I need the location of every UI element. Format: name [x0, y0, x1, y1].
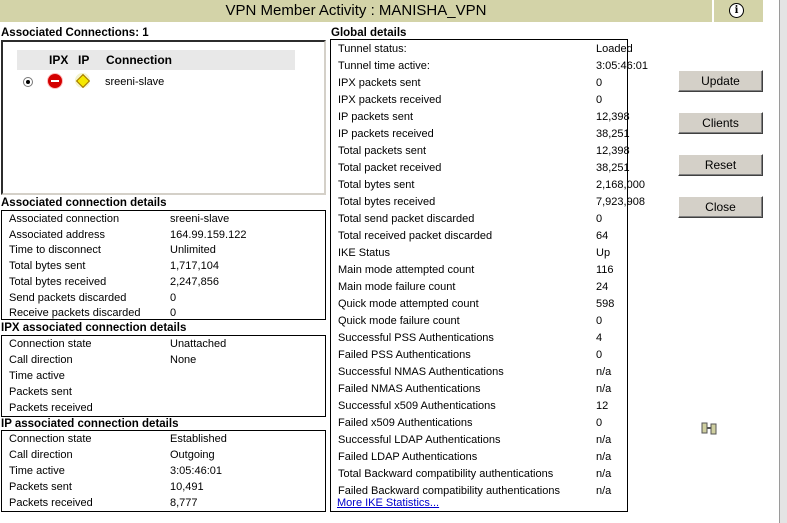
detail-row	[2, 479, 325, 495]
detail-row	[2, 495, 325, 511]
detail-row	[331, 41, 633, 57]
detail-value: 0	[596, 417, 603, 429]
detail-row	[2, 211, 325, 227]
detail-value: 12,398	[596, 111, 630, 123]
detail-row	[331, 245, 627, 261]
stop-icon	[48, 74, 62, 88]
detail-label: Total bytes received	[338, 196, 436, 208]
ip-details-title: IP associated connection details	[1, 418, 179, 430]
connection-name[interactable]: sreeni-slave	[105, 76, 165, 88]
detail-label: Main mode failure count	[338, 281, 456, 293]
detail-row	[331, 262, 627, 278]
detail-row	[331, 228, 627, 244]
title-separator	[712, 0, 714, 22]
detail-label: Total packets sent	[338, 145, 427, 157]
detail-label: Total packet received	[338, 162, 442, 174]
detail-value: 12,398	[596, 145, 630, 157]
detail-value: 8,777	[170, 497, 198, 509]
detail-value: 12	[596, 400, 609, 412]
connections-header	[17, 50, 295, 70]
diamond-icon	[75, 73, 90, 88]
detail-label: IP packets sent	[338, 111, 414, 123]
detail-label: Failed LDAP Authentications	[338, 451, 478, 463]
detail-label: Time to disconnect	[9, 244, 101, 257]
detail-value: n/a	[596, 451, 612, 463]
detail-row	[331, 194, 645, 210]
detail-value: 64	[596, 230, 609, 242]
detail-value: 10,491	[170, 481, 204, 493]
detail-value: 38,251	[596, 128, 630, 140]
detail-row	[2, 463, 325, 479]
detail-row	[331, 177, 645, 193]
connections-list[interactable]	[1, 40, 326, 195]
more-ike-statistics-link[interactable]: More IKE Statistics...	[337, 497, 440, 509]
detail-row	[331, 330, 627, 346]
detail-row	[331, 483, 627, 499]
detail-label: Quick mode attempted count	[338, 298, 479, 310]
detail-row	[2, 227, 325, 243]
title-bar	[0, 0, 763, 22]
global-details-box	[330, 39, 648, 512]
detail-label: Call direction	[9, 449, 73, 461]
detail-row	[331, 296, 627, 312]
detail-row	[2, 258, 325, 274]
detail-row	[331, 347, 627, 363]
ipx-details-title: IPX associated connection details	[1, 322, 187, 334]
detail-label: Successful LDAP Authentications	[338, 434, 501, 446]
detail-value: Unattached	[170, 338, 227, 350]
detail-value: 164.99.159.122	[170, 228, 247, 241]
detail-row	[331, 449, 627, 465]
detail-row	[331, 398, 627, 414]
detail-value: 2,247,856	[170, 275, 219, 288]
detail-row	[2, 336, 325, 352]
detail-label: Receive packets discarded	[9, 307, 141, 320]
detail-label: IKE Status	[338, 247, 390, 259]
detail-row	[331, 364, 627, 380]
detail-value: 4	[596, 332, 603, 344]
info-icon[interactable]: i	[729, 3, 744, 18]
detail-label: Time active	[9, 370, 65, 382]
detail-label: Failed PSS Authentications	[338, 349, 471, 361]
ipx-details-box	[1, 335, 326, 417]
detail-value: 0	[170, 291, 177, 304]
detail-value: sreeni-slave	[170, 213, 230, 225]
detail-label: Packets received	[9, 402, 93, 414]
detail-value: 2,168,000	[596, 179, 645, 191]
global-details-title: Global details	[331, 27, 407, 39]
detail-row	[331, 381, 627, 397]
network-icon[interactable]	[701, 421, 717, 435]
detail-label: Main mode attempted count	[338, 264, 475, 276]
detail-label: Total Backward compatibility authentications	[338, 468, 554, 480]
detail-label: Successful PSS Authentications	[338, 332, 494, 344]
detail-value: n/a	[596, 366, 612, 378]
detail-value: 7,923,908	[596, 196, 645, 208]
associated-connection-details-title: Associated connection details	[1, 197, 167, 209]
detail-row	[331, 75, 627, 91]
detail-value: 1,717,104	[170, 260, 219, 273]
detail-value: 0	[596, 77, 603, 89]
detail-value: Unlimited	[170, 244, 216, 257]
detail-label: Failed x509 Authentications	[338, 417, 473, 429]
update-button[interactable]: Update	[678, 70, 763, 92]
detail-label: Quick mode failure count	[338, 315, 460, 327]
detail-value: n/a	[596, 468, 612, 480]
detail-label: IPX packets sent	[338, 77, 421, 89]
detail-value: 0	[596, 349, 603, 361]
detail-label: Tunnel time active:	[338, 60, 430, 72]
detail-value: 0	[596, 315, 603, 327]
detail-value: 24	[596, 281, 609, 293]
detail-row	[2, 368, 325, 384]
detail-value: None	[170, 354, 197, 366]
detail-label: Total bytes sent	[9, 260, 86, 273]
detail-row	[331, 432, 627, 448]
detail-label: Tunnel status:	[338, 43, 407, 55]
associated-connection-details-box	[1, 210, 326, 320]
detail-value: n/a	[596, 434, 612, 446]
detail-label: Associated address	[9, 228, 105, 241]
detail-value: n/a	[596, 383, 612, 395]
detail-label: Packets sent	[9, 386, 72, 398]
detail-label: Connection state	[9, 338, 92, 350]
detail-value: 598	[596, 298, 615, 310]
detail-value: Outgoing	[170, 449, 215, 461]
detail-value: 38,251	[596, 162, 630, 174]
associated-connections-title: Associated Connections: 1	[1, 27, 149, 39]
window-edge-scrollbar[interactable]	[779, 0, 787, 523]
detail-label: IPX packets received	[338, 94, 442, 106]
detail-value: 3:05:46:01	[170, 465, 222, 477]
detail-row	[331, 160, 630, 176]
detail-value: 0	[596, 94, 603, 106]
detail-row	[331, 109, 630, 125]
detail-value: 3:05:46:01	[596, 60, 648, 72]
detail-row	[2, 274, 325, 290]
detail-row	[331, 466, 627, 482]
detail-row	[331, 279, 627, 295]
detail-row	[331, 92, 627, 108]
detail-row	[2, 447, 325, 463]
column-ip[interactable]: IP	[78, 53, 90, 67]
detail-label: Packets sent	[9, 481, 72, 493]
detail-row	[2, 431, 325, 447]
detail-row	[331, 211, 627, 227]
detail-label: Failed NMAS Authentications	[338, 383, 481, 395]
detail-value: 0	[596, 213, 603, 225]
detail-label: Failed Backward compatibility authentications	[338, 485, 560, 497]
detail-label: IP packets received	[338, 128, 434, 140]
detail-row	[331, 415, 627, 431]
clients-button[interactable]: Clients	[678, 112, 763, 134]
detail-row	[331, 313, 627, 329]
detail-label: Call direction	[9, 354, 73, 366]
column-connection[interactable]: Connection	[106, 53, 172, 67]
detail-label: Associated connection	[9, 213, 120, 225]
column-ipx[interactable]: IPX	[49, 53, 69, 67]
detail-label: Total send packet discarded	[338, 213, 475, 225]
detail-label: Successful NMAS Authentications	[338, 366, 504, 378]
detail-row	[2, 305, 325, 321]
detail-label: Send packets discarded	[9, 291, 127, 304]
detail-label: Connection state	[9, 433, 92, 445]
detail-row	[2, 290, 325, 306]
detail-label: Total bytes received	[9, 275, 107, 288]
detail-row	[331, 143, 630, 159]
detail-label: Successful x509 Authentications	[338, 400, 496, 412]
detail-value: 0	[170, 307, 177, 320]
detail-value: n/a	[596, 485, 612, 497]
detail-row	[2, 242, 325, 258]
ip-details-box	[1, 430, 326, 512]
close-button[interactable]: Close	[678, 196, 763, 218]
select-connection-radio[interactable]	[23, 77, 33, 87]
detail-label: Total bytes sent	[338, 179, 415, 191]
detail-label: Time active	[9, 465, 65, 477]
detail-value: Loaded	[596, 43, 633, 55]
detail-row	[2, 352, 325, 368]
detail-value: Up	[596, 247, 611, 259]
detail-value: 116	[596, 264, 614, 276]
detail-label: Packets received	[9, 497, 93, 509]
detail-row	[2, 400, 325, 416]
detail-value: Established	[170, 433, 227, 445]
reset-button[interactable]: Reset	[678, 154, 763, 176]
page-title: VPN Member Activity : MANISHA_VPN	[225, 2, 487, 19]
detail-row	[2, 384, 325, 400]
detail-row	[331, 58, 648, 74]
detail-label: Total received packet discarded	[338, 230, 493, 242]
detail-row	[331, 126, 630, 142]
